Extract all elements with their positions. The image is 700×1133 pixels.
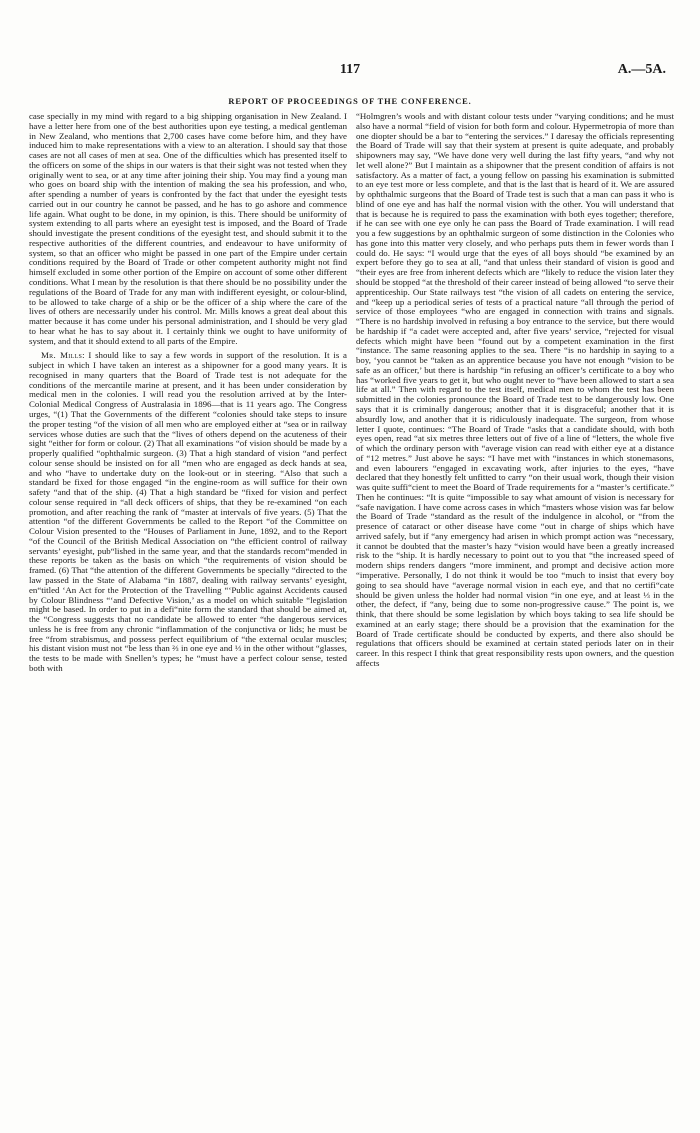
speech-text: : I should like to say a few words in support of the resolution. It is a subject in which I have taken an interest as a shipowner for a good many years. It is recognised in many quarters that the Board of Trade test is not adequate for the conditions of the mercantile marine at present, and it has been under consideration by medical men in the colonies. I will read you the resolution arrived at by the Inter-Colonial Medical Congress of Australasia in 1896—that is 11 years ago. The Congress urges, “(1) That the Governments of the different “colonies should take steps to insure the proper testing “of the vision of all men who are employed either at “sea or in railway services whose duties are such that the “lives of others depend on the acuteness of their sight “either for form or colour. (2) That all examinations “of vision should be made by a properly qualified “ophthalmic surgeon. (3) That a high standard of vision “and perfect colour sense should be insisted on for all “men who are engaged as deck hands at sea, and who “have to undertake duty on the look-out or in steering. “Also that such a standard be fixed for those engaged “in the engine-room as will suffice for their own safety “and that of the ship. (4) That a high standard be “fixed for vision and perfect colour sense required in “all deck officers of ships, that they be re-examined “on each promotion, and after reaching the rank of “master at intervals of five years. (5) That the attention “of the different Governments be called to the Report “of the Committee on Colour Vision presented to the “Houses of Parliament in June, 1892, and to the Report “of the Council of the British Medical Association on “the efficient control of railway servants’ eyesight, pub“lished in the same year, and that the standards recom“mended in these reports be taken as the basis on which “the requirements of vision should be framed. (6) That “the attention of the different Governments be specially “directed to the law passed in the State of Alabama “in 1887, dealing with railway servants’ eyesight, en“titled ‘An Act for the Protection of the Travelling “‘Public against Accidents caused by Colour Blindness “‘and Defective Vision,’ as a model on which suitable “legislation might be based. In order to put in a defi“nite form the standard that should be aimed at, the “Congress suggests that no candidate be allowed to enter “the dangerous services unless he is free from any chronic “inflammation of the conjunctiva or lids; he must be free “from strabismus, and possess perfect equilibrium of “the external ocular muscles; his distant vision must not “be less than ⅔ in one eye and ⅓ in the other without “glasses, the tests to be made with Snellen’s types; he “must have a perfect colour sense, tested both with	[29, 350, 347, 673]
left-column	[29, 112, 347, 1117]
speaker-name: Mr. Mills	[41, 350, 83, 361]
document-reference: A.—5A.	[617, 62, 666, 77]
paragraph	[29, 351, 347, 673]
running-head: REPORT OF PROCEEDINGS OF THE CONFERENCE.	[228, 97, 472, 106]
paragraph: “Holmgren’s wools and with distant colour tests under “varying conditions; and he must also have a normal “field of vision for both form and colour. Hypermetropia of more than one diopter should be a bar to “entering the services.” I daresay the officials representing the Board of Trade will say that their system at present is quite adequate, and probably shipowners may say, “We have done very well during the last fifty years, “and why not let well alone?” But I maintain as a shipowner that the present condition of affairs is not satisfactory. As a matter of fact, a young fellow on passing his examination is submitted to an eye test more or less complete, and that is the last that is heard of it. We are assured by ophthalmic surgeons that the Board of Trade test is such that a man can pass it who is blind of one eye and has half the normal vision with the other. You will understand that that is because he is required to pass the examination with both eyes together; therefore, if he can see with one eye only he can pass the Board of Trade examination. I will read you a few suggestions by an ophthalmic surgeon of some distinction in the Colonies who has gone into this matter very closely, and who perhaps puts them in fewer words than I could do. He says: “I would urge that the eyes of all boys should “be examined by an expert before they go to sea at all, “and that unless their standard of vision is good and “their eyes are free from inherent defects which are “likely to reduce the vision later they should be stopped “at the threshold of their career instead of being allowed “to serve their apprenticeship. Our State railways test “the vision of all cadets on entering the service, and “keep up a periodical series of tests of a practical nature “all through the period of service of those employees “who are engaged in connection with trains and signals. “There is no hardship involved in refusing a boy entrance to the service, but there would be hardship if “a cadet were accepted and, after five years’ service, “rejected for visual defects which might have been “found out by a competent examination in the first “instance. The same reasoning applies to the sea. There “is no hardship in saying to a boy, ‘you cannot be “taken as an apprentice because you have not enough “vision to be safe as an officer,’ but there is hardship “in refusing an officer’s certificate to a boy who has “worked five years to get it, but who ought never to “have been allowed to start a sea life at all.” Then with regard to the test itself, medical men to whom the test has been submitted in the colonies pronounce the Board of Trade test to be dangerously low. One says that it is criminally dangerous; another that it is disgraceful; another that it is absurdly low, and another that it is ridiculously inadequate. The surgeon, from whose letter I quote, continues: “The Board of Trade “asks that a candidate should, with both eyes open, read “at six metres three letters out of five of a line of “letters, the whole five of which the ordinary person with “average vision can read with either eye at a distance of “12 metres.” Just above he says: “I have met with “instances in which stonemasons, and even labourers “engaged in excavating work, after injuries to the eyes, “have declared that they honestly felt unfitted to carry “on their usual work, though their vision was quite suffi“cient to meet the Board of Trade requirements for a “master’s certificate.” Then he continues: “It is quite “impossible to say what amount of vision is necessary for “safe navigation. I have come across cases in which “masters whose vision was far below the Board of Trade “standard as the result of the indulgence in alcohol, or “from the presence of cataract or other disease have come “out in charge of ships which have arrived safely, but if “any emergency had arisen in which prompt action was “necessary, it cannot be doubted that the master’s hazy “vision would have been a greatly increased risk to the “ship. It is hardly necessary to point out to you that “the increased speed of modern ships renders dangers “more imminent, and prompt and decisive action more “imperative. Personally, I do not think it would be too “much to insist that every boy going to sea should have “average normal vision in each eye, and that no certifi“cate should be given unless the holder had normal vision “in one eye, and at least ⅓ in the other, the defect, if “any, being due to some non-progressive cause.” The point is, we think, that there should be some legislation by which boys taking to sea life should be examined at an early stage; there should be a provision that the examination for the Board of Trade certificate should be conducted by experts, and there also should be regulations that officers should be examined at certain stated periods later on in their career. In this respect I think that great responsibility rests upon owners, and the question affects	[356, 112, 674, 668]
paragraph: case specially in my mind with regard to a big shipping organisation in New Zealand. I have a letter here from one of the best authorities upon eye testing, a medical gentleman in New Zealand, who mentions that 2,700 cases have come before him, and they have induced him to make representations with a view to an alteration. I should say that those cases are not all cases of men at sea. One of the difficulties which has presented itself to the officers on some of the ships in our waters is that their sight was not tested when they originally went to sea, or at any time after joining their ship. You may find a young man who goes on board ship with the intention of making the sea his profession, and who, after spending a number of years is confronted by the fact that under the eyesight tests carried out in our country he cannot be passed, and he has to go ashore and commence life again. What ought to be done, in my opinion, is this. There should be uniformity of system extending to all parts where an eyesight test is imposed, and the Board of Trade should investigate the present conditions of the eyesight test, and should submit it to the respective authorities of the different countries, and endeavour to have uniformity of system, so that an officer who might be passed in one part of the Empire under certain conditions required by the Board of Trade or other competent authority might not find himself excluded in some other portion of the Empire on account of some other different conditions. What I mean by the resolution is that there should be no possibility under the regulations of the Board of Trade for any man with indifferent eyesight, or colour-blind, to be allowed to take charge of a ship or be the officer of a ship where the care of the lives of others are necessarily under his control. Mr. Mills knows a great deal about this matter because it has come under his personal administration, and I should be very glad to hear what he has to say about it. I certainly think we ought to have uniformity of system, and that it should extend to all parts of the Empire.	[29, 112, 347, 346]
right-column	[356, 112, 674, 1117]
page-number: 117	[339, 62, 361, 77]
